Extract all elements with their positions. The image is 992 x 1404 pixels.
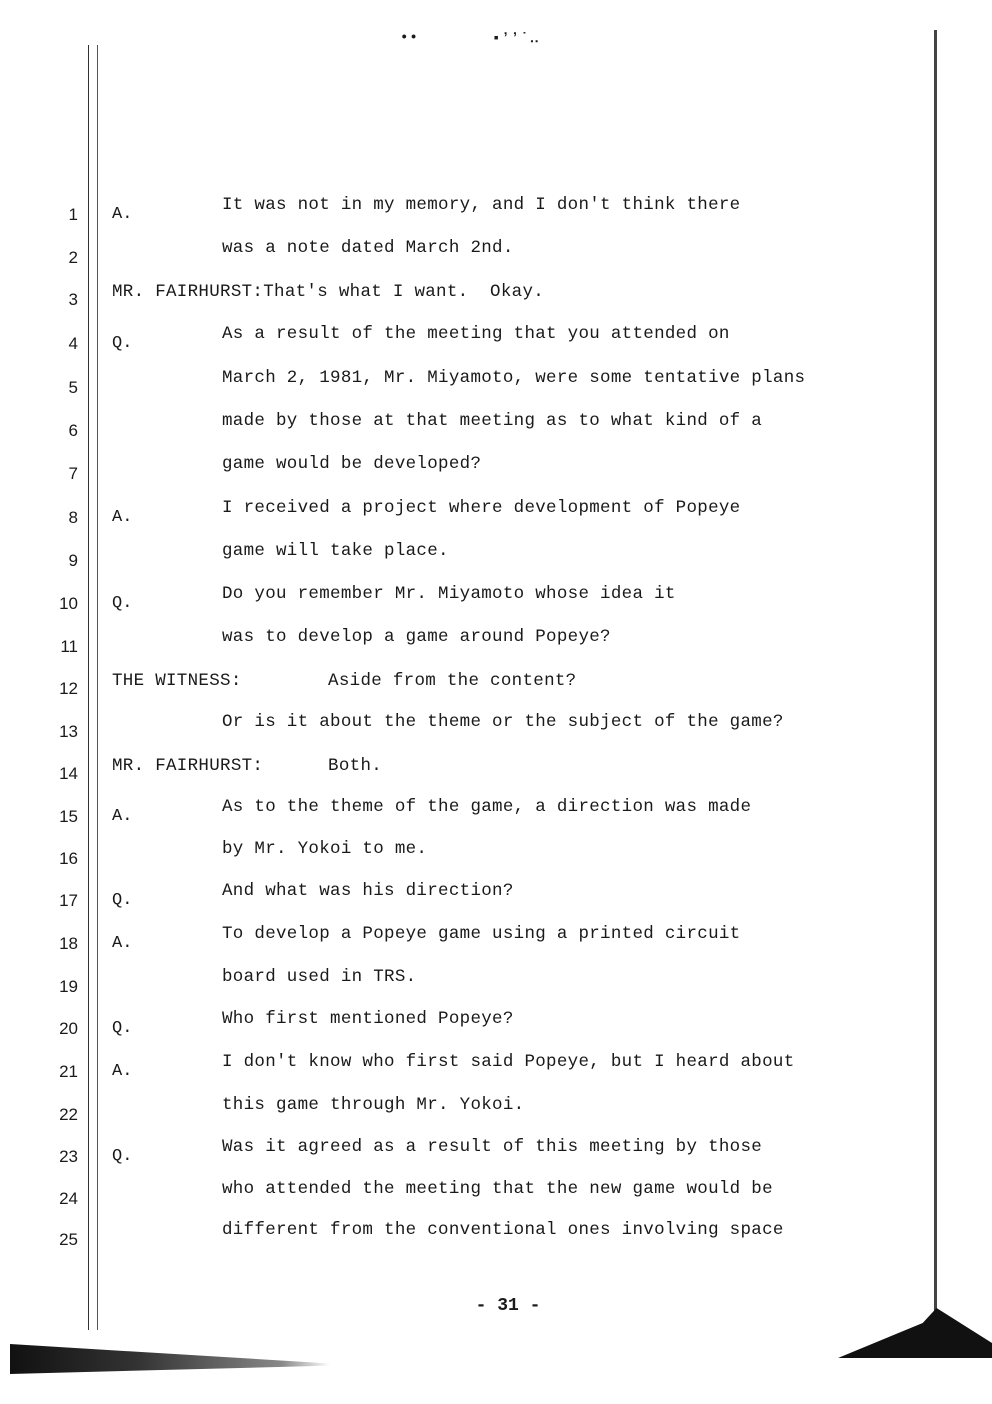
transcript-line-text: As to the theme of the game, a direction was made — [222, 797, 752, 817]
line-number: 25 — [59, 1230, 78, 1249]
line-number: 14 — [59, 764, 78, 783]
transcript-line-text: game would be developed? — [222, 454, 482, 474]
line-number: 4 — [68, 334, 78, 353]
line-number: 22 — [59, 1105, 78, 1124]
scan-artifact-left — [10, 1344, 330, 1374]
speaker-label: THE WITNESS: Aside from the content? — [112, 671, 577, 691]
transcript-line-text: I received a project where development of Popeye — [222, 498, 741, 518]
speaker-label: A. — [112, 807, 133, 826]
right-margin-rule — [934, 30, 937, 1315]
speaker-label: A. — [112, 205, 133, 224]
line-number: 16 — [59, 849, 78, 868]
line-number: 13 — [59, 722, 78, 741]
speaker-label: Q. — [112, 594, 133, 613]
line-number: 7 — [68, 464, 78, 483]
transcript-line-text: board used in TRS. — [222, 967, 417, 987]
line-number: 17 — [59, 891, 78, 910]
line-number: 10 — [59, 594, 78, 613]
transcript-line-text: different from the conventional ones involving space — [222, 1220, 784, 1240]
line-number: 15 — [59, 807, 78, 826]
transcript-line-text: was a note dated March 2nd. — [222, 238, 514, 258]
transcript-line-text: I don't know who first said Popeye, but I heard about — [222, 1052, 795, 1072]
transcript-line-text: game will take place. — [222, 541, 449, 561]
transcript-line-text: To develop a Popeye game using a printed circuit — [222, 924, 741, 944]
line-number: 12 — [59, 679, 78, 698]
transcript-line-text: who attended the meeting that the new game would be — [222, 1179, 773, 1199]
speaker-label: Q. — [112, 891, 133, 910]
line-number: 5 — [68, 378, 78, 397]
line-number: 11 — [60, 637, 78, 656]
transcript-line-text: Do you remember Mr. Miyamoto whose idea it — [222, 584, 676, 604]
transcript-line-text: by Mr. Yokoi to me. — [222, 839, 428, 859]
line-number: 18 — [59, 934, 78, 953]
transcript-line-text: Or is it about the theme or the subject of the game? — [222, 712, 784, 732]
transcript-line-text: was to develop a game around Popeye? — [222, 627, 611, 647]
transcript-line-text: And what was his direction? — [222, 881, 514, 901]
line-number: 9 — [68, 551, 78, 570]
transcript-line-text: It was not in my memory, and I don't think there — [222, 195, 741, 215]
line-number: 3 — [68, 290, 78, 309]
line-number: 6 — [68, 421, 78, 440]
transcript-line-text: As a result of the meeting that you attended on — [222, 324, 730, 344]
line-number: 21 — [59, 1062, 78, 1081]
line-number: 23 — [59, 1147, 78, 1166]
speaker-label: A. — [112, 934, 133, 953]
transcript-line-text: Was it agreed as a result of this meeting by those — [222, 1137, 763, 1157]
speaker-label: MR. FAIRHURST: Both. — [112, 756, 383, 776]
speaker-label: A. — [112, 1062, 133, 1081]
header-marks — [400, 30, 580, 50]
transcript-line-text: Who first mentioned Popeye? — [222, 1009, 514, 1029]
line-number: 20 — [59, 1019, 78, 1038]
line-number: 8 — [68, 508, 78, 527]
speaker-label: Q. — [112, 1147, 133, 1166]
speaker-label: A. — [112, 508, 133, 527]
line-number: 1 — [68, 205, 78, 224]
line-number: 24 — [59, 1189, 78, 1208]
transcript-line-text: March 2, 1981, Mr. Miyamoto, were some tentative plans — [222, 368, 806, 388]
left-margin-rule — [88, 45, 98, 1330]
line-number: 19 — [59, 977, 78, 996]
speaker-label: Q. — [112, 1019, 133, 1038]
transcript-line-text: made by those at that meeting as to what kind of a — [222, 411, 763, 431]
speaker-label: MR. FAIRHURST:That's what I want. Okay. — [112, 282, 545, 302]
transcript-line-text: this game through Mr. Yokoi. — [222, 1095, 525, 1115]
header-mark-right: ▪ʼʼ˙‥ — [492, 31, 540, 47]
line-number: 2 — [68, 248, 78, 267]
page-number: - 31 - — [475, 1296, 541, 1316]
speaker-label: Q. — [112, 334, 133, 353]
header-mark-left: •• — [400, 30, 419, 46]
